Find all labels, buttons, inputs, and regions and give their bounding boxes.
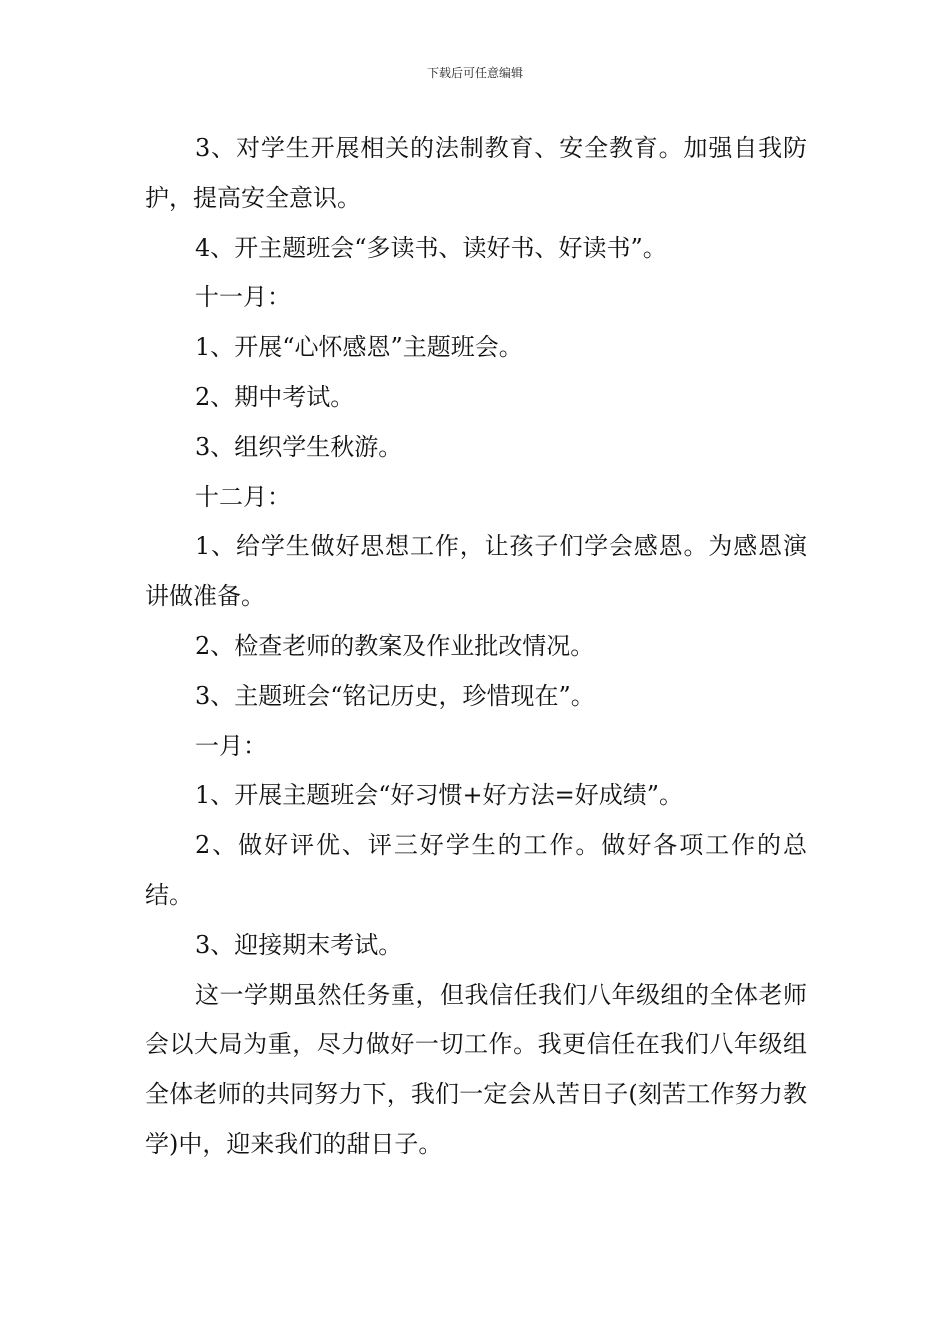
- paragraph-january-item-2: 2、做好评优、评三好学生的工作。做好各项工作的总结。: [145, 831, 807, 909]
- paragraph-item-3-legal-safety-education: 3、对学生开展相关的法制教育、安全教育。加强自我防护，提高安全意识。: [145, 134, 807, 212]
- month-heading-december: 十二月：: [195, 482, 291, 511]
- document-body: [145, 124, 807, 1170]
- paragraph-closing-summary: 这一学期虽然任务重，但我信任我们八年级组的全体老师会以大局为重，尽力做好一切工作。我更信任在我们八年级组全体老师的共同努力下，我们一定会从苦日子(刻苦工作努力教学)中，迎来我们的甜日子。: [145, 980, 807, 1158]
- paragraph-november-item-3: 3、组织学生秋游。: [195, 432, 403, 461]
- month-heading-january: 一月：: [195, 731, 267, 760]
- header-note: 下载后可任意编辑: [426, 66, 523, 80]
- paragraph-november-item-2: 2、期中考试。: [195, 382, 355, 411]
- paragraph-january-item-3: 3、迎接期末考试。: [195, 930, 403, 959]
- paragraph-january-item-1: 1、开展主题班会“好习惯+好方法=好成绩”。: [195, 781, 684, 810]
- paragraph-november-item-1: 1、开展“心怀感恩”主题班会。: [195, 333, 523, 362]
- paragraph-december-item-2: 2、检查老师的教案及作业批改情况。: [195, 631, 595, 660]
- paragraph-december-item-3: 3、主题班会“铭记历史，珍惜现在”。: [195, 681, 595, 710]
- paragraph-december-item-1: 1、给学生做好思想工作，让孩子们学会感恩。为感恩演讲做准备。: [145, 532, 807, 611]
- paragraph-item-4-reading-class-meeting: 4、开主题班会“多读书、读好书、好读书”。: [195, 233, 667, 262]
- month-heading-november: 十一月：: [195, 283, 291, 312]
